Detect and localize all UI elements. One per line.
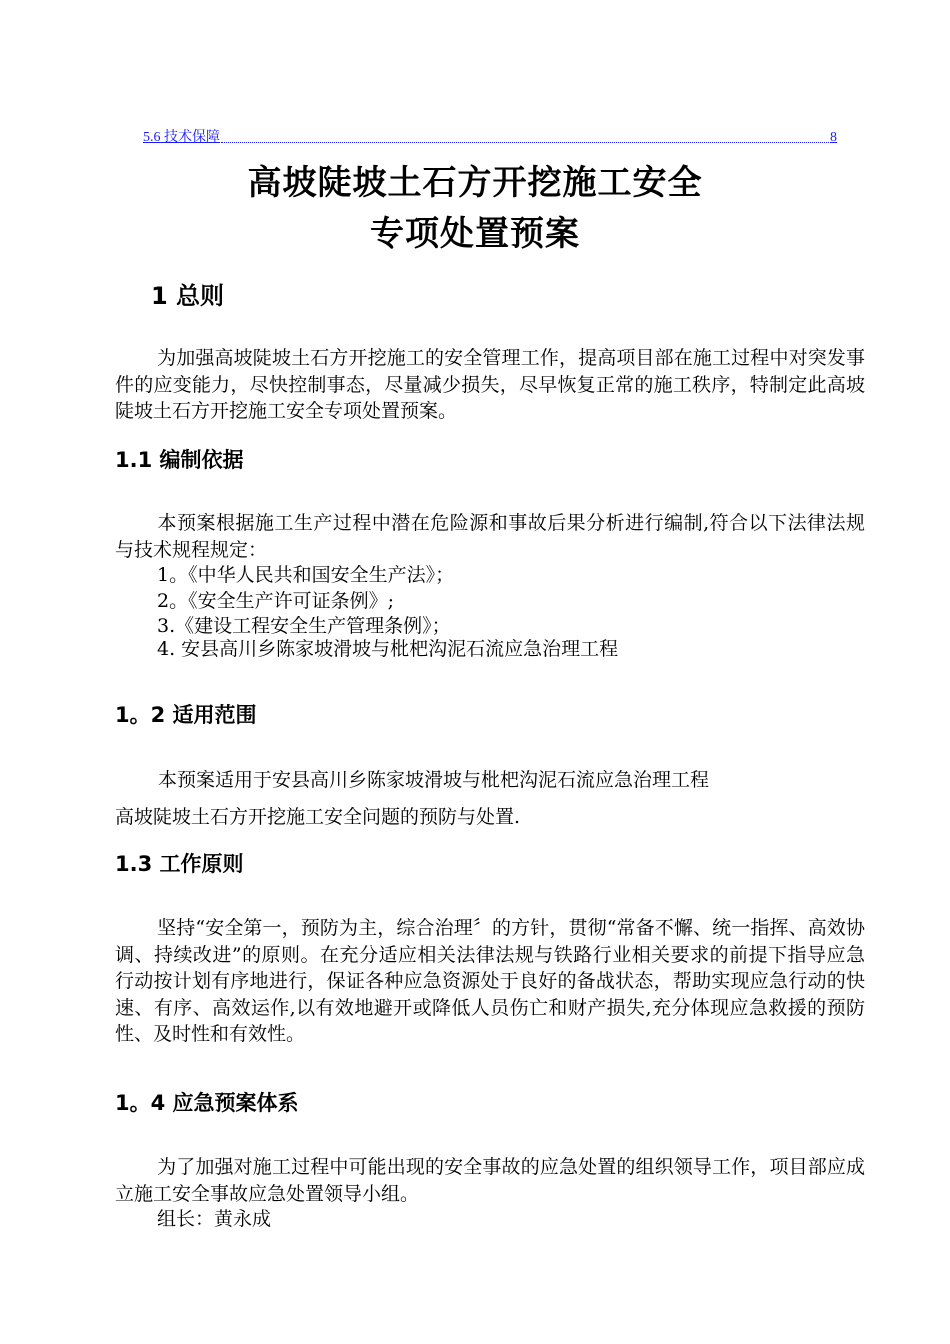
scope-line-2: 高坡陡坡土石方开挖施工安全问题的预防与处置. (115, 806, 521, 828)
heading-emergency-plan-system: 1。4 应急预案体系 (115, 1091, 299, 1115)
document-title-line-2: 专项处置预案 (370, 214, 580, 254)
toc-leader-dots (221, 141, 829, 143)
team-leader-line: 组长：黄永成 (157, 1208, 272, 1230)
basis-list-item: 3.《建设工程安全生产管理条例》； (157, 615, 451, 637)
document-title-line-1: 高坡陡坡土石方开挖施工安全 (247, 163, 703, 203)
heading-compilation-basis: 1.1 编制依据 (115, 448, 244, 472)
paragraph-general (115, 345, 865, 425)
paragraph-compilation-basis-text: 本预案根据施工生产过程中潜在危险源和事故后果分析进行编制,符合以下法律法规与技术规程规定： (115, 512, 865, 561)
heading-scope: 1。2 适用范围 (115, 703, 257, 727)
basis-list-item: 4. 安县高川乡陈家坡滑坡与枇杷沟泥石流应急治理工程 (157, 638, 619, 660)
heading-general: 1 总则 (151, 282, 225, 310)
basis-list-item: 1。《中华人民共和国安全生产法》； (157, 564, 455, 586)
scope-line-1: 本预案适用于安县高川乡陈家坡滑坡与枇杷沟泥石流应急治理工程 (158, 769, 710, 791)
paragraph-work-principles (115, 915, 865, 1048)
paragraph-emergency-plan-system-text: 为了加强对施工过程中可能出现的安全事故的应急处置的组织领导工作，项目部应成立施工安全事故应急处置领导小组。 (115, 1156, 865, 1205)
toc-entry-page-number[interactable]: 8 (830, 130, 837, 145)
paragraph-emergency-plan-system (115, 1154, 865, 1207)
heading-work-principles: 1.3 工作原则 (115, 852, 244, 876)
toc-entry-5-6[interactable] (143, 126, 837, 146)
paragraph-compilation-basis (115, 510, 865, 563)
toc-entry-label[interactable]: 5.6 技术保障 (143, 130, 220, 145)
paragraph-work-principles-text: 坚持“安全第一，预防为主，综合治理〞的方针，贯彻“常备不懈、统一指挥、高效协调、持续改进”的原则。在充分适应相关法律法规与铁路行业相关要求的前提下指导应急行动按计划有序地进行，保证各种应急资源处于良好的备战状态，帮助实现应急行动的快速、有序、高效运作,以有效地避开或降低人员伤亡和财产损失,充分体现应急救援的预防性、及时性和有效性。 (115, 917, 865, 1045)
basis-list-item: 2。《安全生产许可证条例》; (157, 590, 394, 612)
paragraph-general-text: 为加强高坡陡坡土石方开挖施工的安全管理工作，提高项目部在施工过程中对突发事件的应变能力，尽快控制事态，尽量减少损失，尽早恢复正常的施工秩序，特制定此高坡陡坡土石方开挖施工安全专项处置预案。 (115, 347, 865, 422)
